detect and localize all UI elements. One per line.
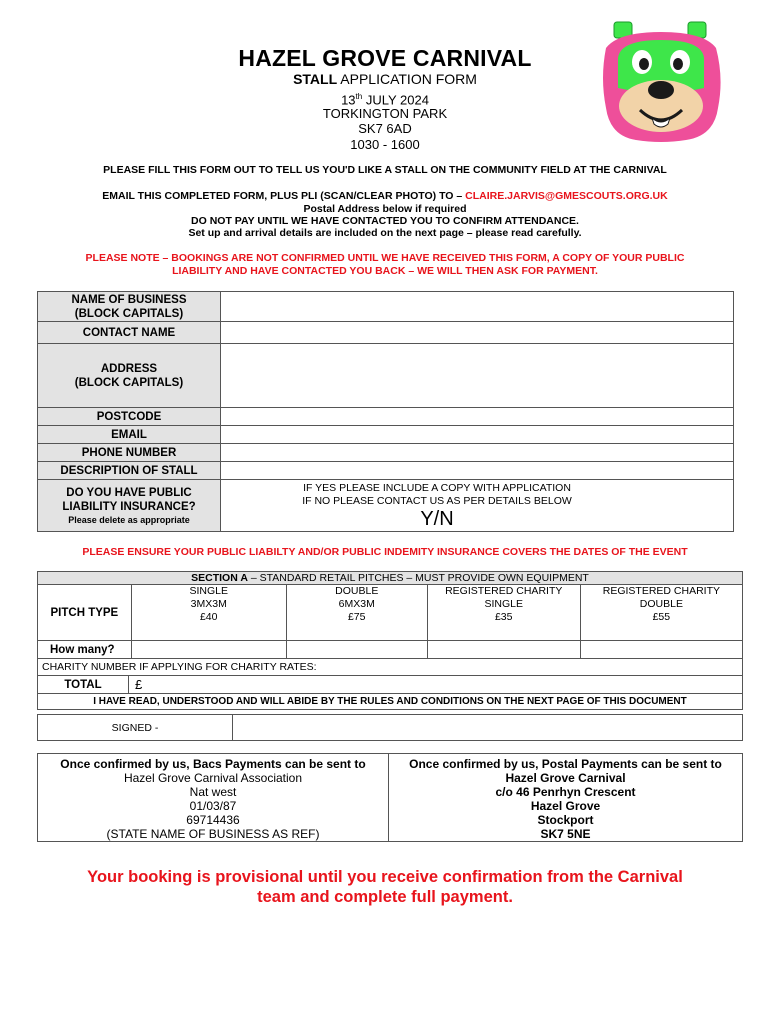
total-field[interactable]: £ — [129, 676, 743, 694]
pitch-charity-single[interactable]: REGISTERED CHARITY SINGLE £35 — [427, 585, 580, 641]
postal-payment-box: Once confirmed by us, Postal Payments can be sent to Hazel Grove Carnival c/o 46 Penrhyn Crescent Hazel Grove Stockport SK7 5NE — [389, 754, 743, 842]
postcode-field[interactable] — [221, 408, 734, 426]
address-field[interactable] — [221, 344, 734, 408]
stall-description-label: DESCRIPTION OF STALL — [38, 462, 221, 480]
event-postcode: SK7 6AD — [358, 121, 412, 136]
contact-name-label: CONTACT NAME — [38, 322, 221, 344]
business-name-field[interactable] — [221, 292, 734, 322]
email-link[interactable]: CLAIRE.JARVIS@GMESCOUTS.ORG.UK — [465, 190, 668, 202]
email-instruction: EMAIL THIS COMPLETED FORM, PLUS PLI (SCAN/CLEAR PHOTO) TO – CLAIRE.JARVIS@GMESCOUTS.ORG.UK — [102, 190, 668, 202]
address-label: ADDRESS (BLOCK CAPITALS) — [38, 344, 221, 408]
pitch-single[interactable]: SINGLE 3MX3M £40 — [131, 585, 286, 641]
page-title: HAZEL GROVE CARNIVAL — [238, 45, 532, 71]
postcode-label: POSTCODE — [38, 408, 221, 426]
how-many-double-field[interactable] — [286, 641, 427, 659]
insurance-note: PLEASE ENSURE YOUR PUBLIC LIABILTY AND/OR PUBLIC INDEMITY INSURANCE COVERS THE DATES OF THE EVENT — [82, 546, 688, 558]
total-label: TOTAL — [38, 676, 129, 694]
payment-table — [37, 753, 743, 842]
business-name-label: NAME OF BUSINESS (BLOCK CAPITALS) — [38, 292, 221, 322]
contact-name-field[interactable] — [221, 322, 734, 344]
do-not-pay-note: DO NOT PAY UNTIL WE HAVE CONTACTED YOU TO CONFIRM ATTENDANCE. — [191, 215, 579, 227]
agree-statement: I HAVE READ, UNDERSTOOD AND WILL ABIDE BY THE RULES AND CONDITIONS ON THE NEXT PAGE OF THIS DOCUMENT — [38, 694, 743, 710]
how-many-label: How many? — [38, 641, 132, 659]
bacs-payment-box: Once confirmed by us, Bacs Payments can be sent to Hazel Grove Carnival Association Nat west 01/03/87 69714436 (STATE NAME OF BUSINESS AS REF) — [38, 754, 389, 842]
postal-note: Postal Address below if required — [303, 203, 467, 215]
event-date: 13th JULY 2024 — [341, 92, 429, 108]
signature-field[interactable] — [233, 715, 743, 741]
section-a-heading: SECTION A – STANDARD RETAIL PITCHES – MUST PROVIDE OWN EQUIPMENT — [38, 572, 743, 585]
phone-label: PHONE NUMBER — [38, 444, 221, 462]
fill-form-instruction: PLEASE FILL THIS FORM OUT TO TELL US YOU'D LIKE A STALL ON THE COMMUNITY FIELD AT THE CARNIVAL — [103, 164, 667, 176]
email-label: EMAIL — [38, 426, 221, 444]
booking-note-line2: LIABILITY AND HAVE CONTACTED YOU BACK – WE WILL THEN ASK FOR PAYMENT. — [172, 265, 598, 277]
yes-no-choice[interactable]: Y/N — [420, 508, 454, 530]
provisional-booking-notice: Your booking is provisional until you receive confirmation from the Carnival team and complete full payment. — [87, 868, 683, 906]
form-subtitle: STALL APPLICATION FORM — [293, 71, 477, 87]
stall-description-field[interactable] — [221, 462, 734, 480]
pli-label: DO YOU HAVE PUBLIC LIABILITY INSURANCE? Please delete as appropriate — [38, 480, 221, 532]
signed-row — [37, 714, 743, 741]
how-many-single-field[interactable] — [131, 641, 286, 659]
email-field[interactable] — [221, 426, 734, 444]
how-many-charity-double-field[interactable] — [580, 641, 742, 659]
how-many-charity-single-field[interactable] — [427, 641, 580, 659]
charity-number-field[interactable]: CHARITY NUMBER IF APPLYING FOR CHARITY RATES: — [38, 659, 743, 676]
phone-field[interactable] — [221, 444, 734, 462]
pitch-charity-double[interactable]: REGISTERED CHARITY DOUBLE £55 — [580, 585, 742, 641]
event-time: 1030 - 1600 — [350, 137, 420, 152]
setup-note: Set up and arrival details are included on the next page – please read carefully. — [188, 227, 582, 239]
pli-answer-field[interactable]: IF YES PLEASE INCLUDE A COPY WITH APPLICATION IF NO PLEASE CONTACT US AS PER DETAILS BELOW Y/N — [221, 480, 734, 532]
pitch-double[interactable]: DOUBLE 6MX3M £75 — [286, 585, 427, 641]
applicant-details-table — [37, 291, 734, 532]
pitch-type-label: PITCH TYPE — [38, 585, 132, 641]
event-venue: TORKINGTON PARK — [322, 106, 448, 121]
section-a-table — [37, 571, 743, 710]
signed-label: SIGNED - — [38, 715, 233, 741]
booking-note-line1: PLEASE NOTE – BOOKINGS ARE NOT CONFIRMED UNTIL WE HAVE RECEIVED THIS FORM, A COPY OF YOUR PUBLIC — [85, 252, 685, 264]
